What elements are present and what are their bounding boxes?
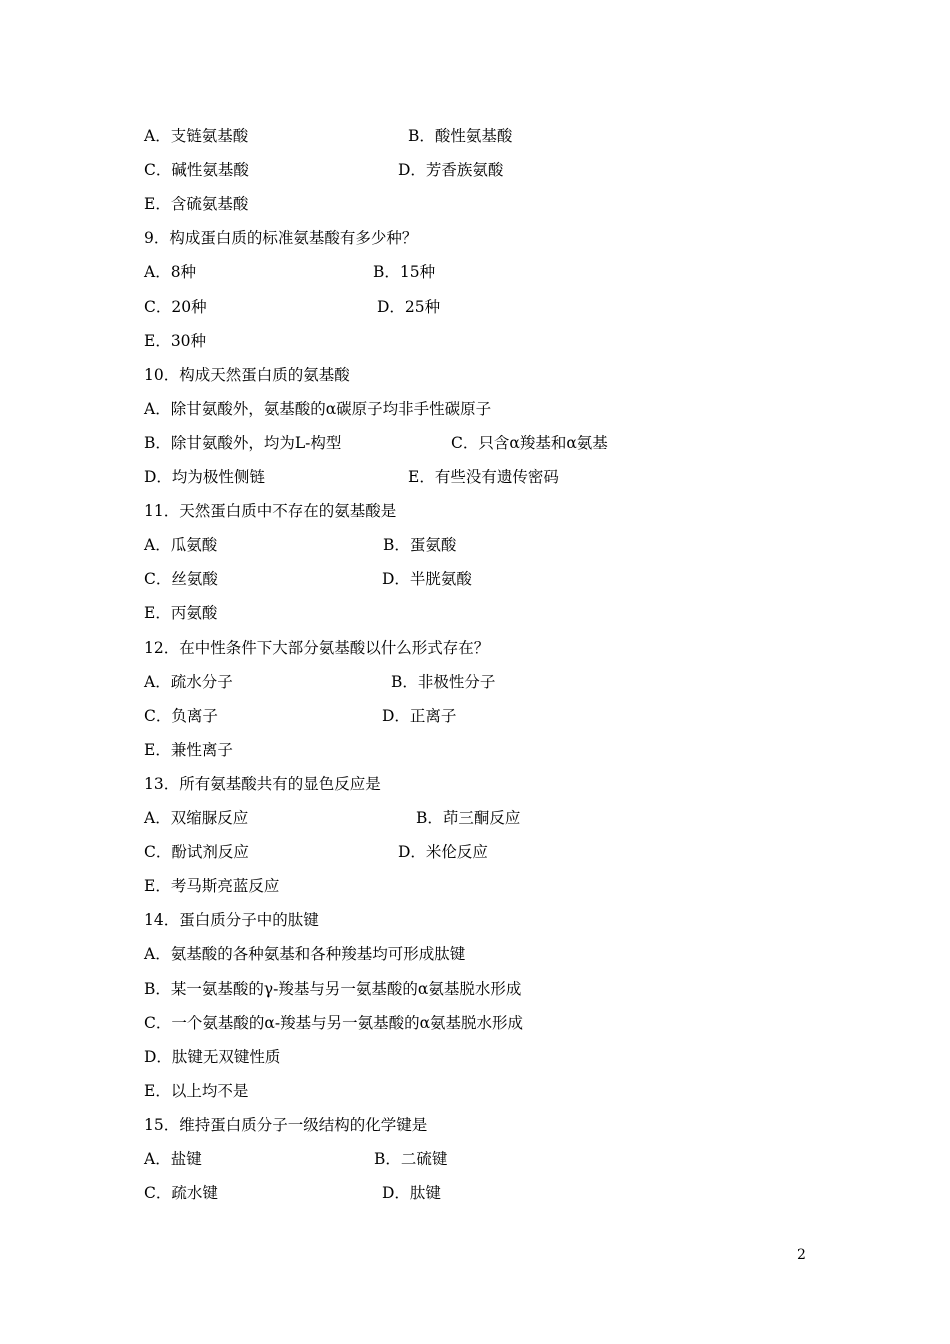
line-text: C．碱性氨基酸 [144,161,249,180]
line-text: D．均为极性侧链 [144,468,265,486]
line-text: 12．在中性条件下大部分氨基酸以什么形式存在？ [144,638,490,657]
line-text: 10．构成天然蛋白质的氨基酸 [144,365,350,384]
line-text: 14．蛋白质分子中的肽键 [144,911,319,930]
option-text: D．芳香族氨酸 [398,161,504,180]
line-text: 15．维持蛋白质分子一级结构的化学键是 [144,1115,428,1134]
line-text: B．除甘氨酸外，均为L-构型 [144,433,342,452]
page-number: 2 [797,1247,806,1263]
line-text: E．30种 [144,331,207,350]
line-text: A．氨基酸的各种氨基和各种羧基均可形成肽键 [144,945,466,964]
option-text: D．正离子 [382,706,457,725]
line-text: C．负离子 [144,706,218,725]
option-text: B．茚三酮反应 [416,809,521,827]
line-text: C．一个氨基酸的α-羧基与另一氨基酸的α氨基脱水形成 [144,1013,524,1032]
line-text: C．酚试剂反应 [144,843,249,862]
line-text: A．8种 [144,263,197,282]
line-text: C．20种 [144,297,207,316]
option-text: D．肽键 [382,1184,441,1203]
line-text: A．瓜氨酸 [144,536,218,555]
line-text: A．盐键 [144,1150,202,1168]
line-text: A．支链氨基酸 [144,127,249,145]
line-text: E．以上均不是 [144,1081,249,1100]
line-text: D．肽键无双键性质 [144,1047,281,1066]
option-text: D．半胱氨酸 [382,570,472,589]
line-text: 11．天然蛋白质中不存在的氨基酸是 [144,502,397,521]
option-text: B．蛋氨酸 [383,536,457,555]
line-text: A．除甘氨酸外，氨基酸的α碳原子均非手性碳原子 [144,399,492,418]
line-text: 13．所有氨基酸共有的显色反应是 [144,774,381,793]
line-text: E．丙氨酸 [144,604,218,623]
line-text: E．考马斯亮蓝反应 [144,877,280,896]
line-text: E．兼性离子 [144,740,233,759]
option-text: D．25种 [377,297,441,316]
option-text: C．只含α羧基和α氨基 [451,433,608,452]
line-text: C．疏水键 [144,1184,218,1203]
option-text: B．二硫键 [374,1150,448,1168]
line-text: B．某一氨基酸的γ-羧基与另一氨基酸的α氨基脱水形成 [144,979,522,998]
line-text: 9．构成蛋白质的标准氨基酸有多少种？ [144,229,418,248]
option-text: E．有些没有遗传密码 [408,468,559,486]
line-text: C．丝氨酸 [144,570,218,589]
option-text: B．酸性氨基酸 [408,127,513,145]
option-text: B．非极性分子 [391,672,496,691]
line-text: E．含硫氨基酸 [144,195,249,214]
option-text: B．15种 [373,263,436,282]
line-text: A．双缩脲反应 [144,809,249,827]
option-text: D．米伦反应 [398,843,488,862]
line-text: A．疏水分子 [144,672,233,691]
